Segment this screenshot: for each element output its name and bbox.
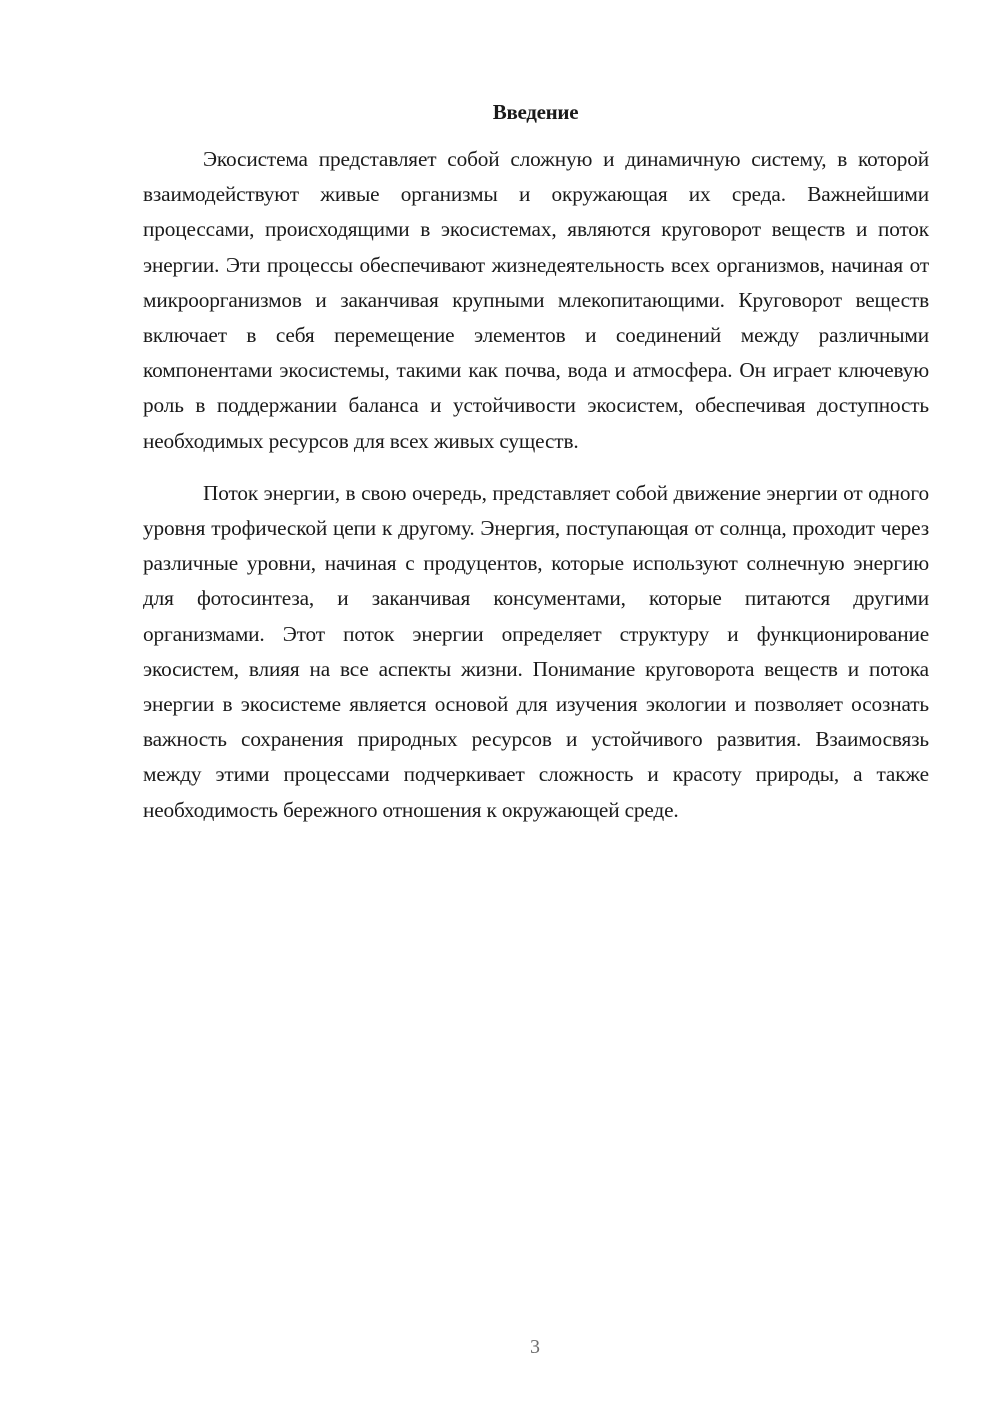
page-number: 3 <box>530 1336 540 1358</box>
body-text <box>143 142 929 828</box>
paragraph-energy-flow: Поток энергии, в свою очередь, представляет собой движение энергии от одного уровня трофической цепи к другому. Энергия, поступающая от солнца, проходит через различные уровни, начиная с продуцентов, которые используют солнечную энергию для фотосинтеза, и заканчивая консументами, которые питаются другими организмами. Этот поток энергии определяет структуру и функционирование экосистем, влияя на все аспекты жизни. Понимание круговорота веществ и потока энергии в экосистеме является основой для изучения экологии и позволяет осознать важность сохранения природных ресурсов и устойчивого развития. Взаимосвязь между этими процессами подчеркивает сложность и красоту природы, а также необходимость бережного отношения к окружающей среде. <box>143 480 929 822</box>
paragraph-intro-ecosystem: Экосистема представляет собой сложную и динамичную систему, в которой взаимодействуют живые организмы и окружающая их среда. Важнейшими процессами, происходящими в экосистемах, являются круговорот веществ и поток энергии. Эти процессы обеспечивают жизнедеятельность всех организмов, начиная от микроорганизмов и заканчивая крупными млекопитающими. Круговорот веществ включает в себя перемещение элементов и соединений между различными компонентами экосистемы, такими как почва, вода и атмосфера. Он играет ключевую роль в поддержании баланса и устойчивости экосистем, обеспечивая доступность необходимых ресурсов для всех живых существ. <box>143 147 929 453</box>
section-title: Введение <box>492 100 579 124</box>
